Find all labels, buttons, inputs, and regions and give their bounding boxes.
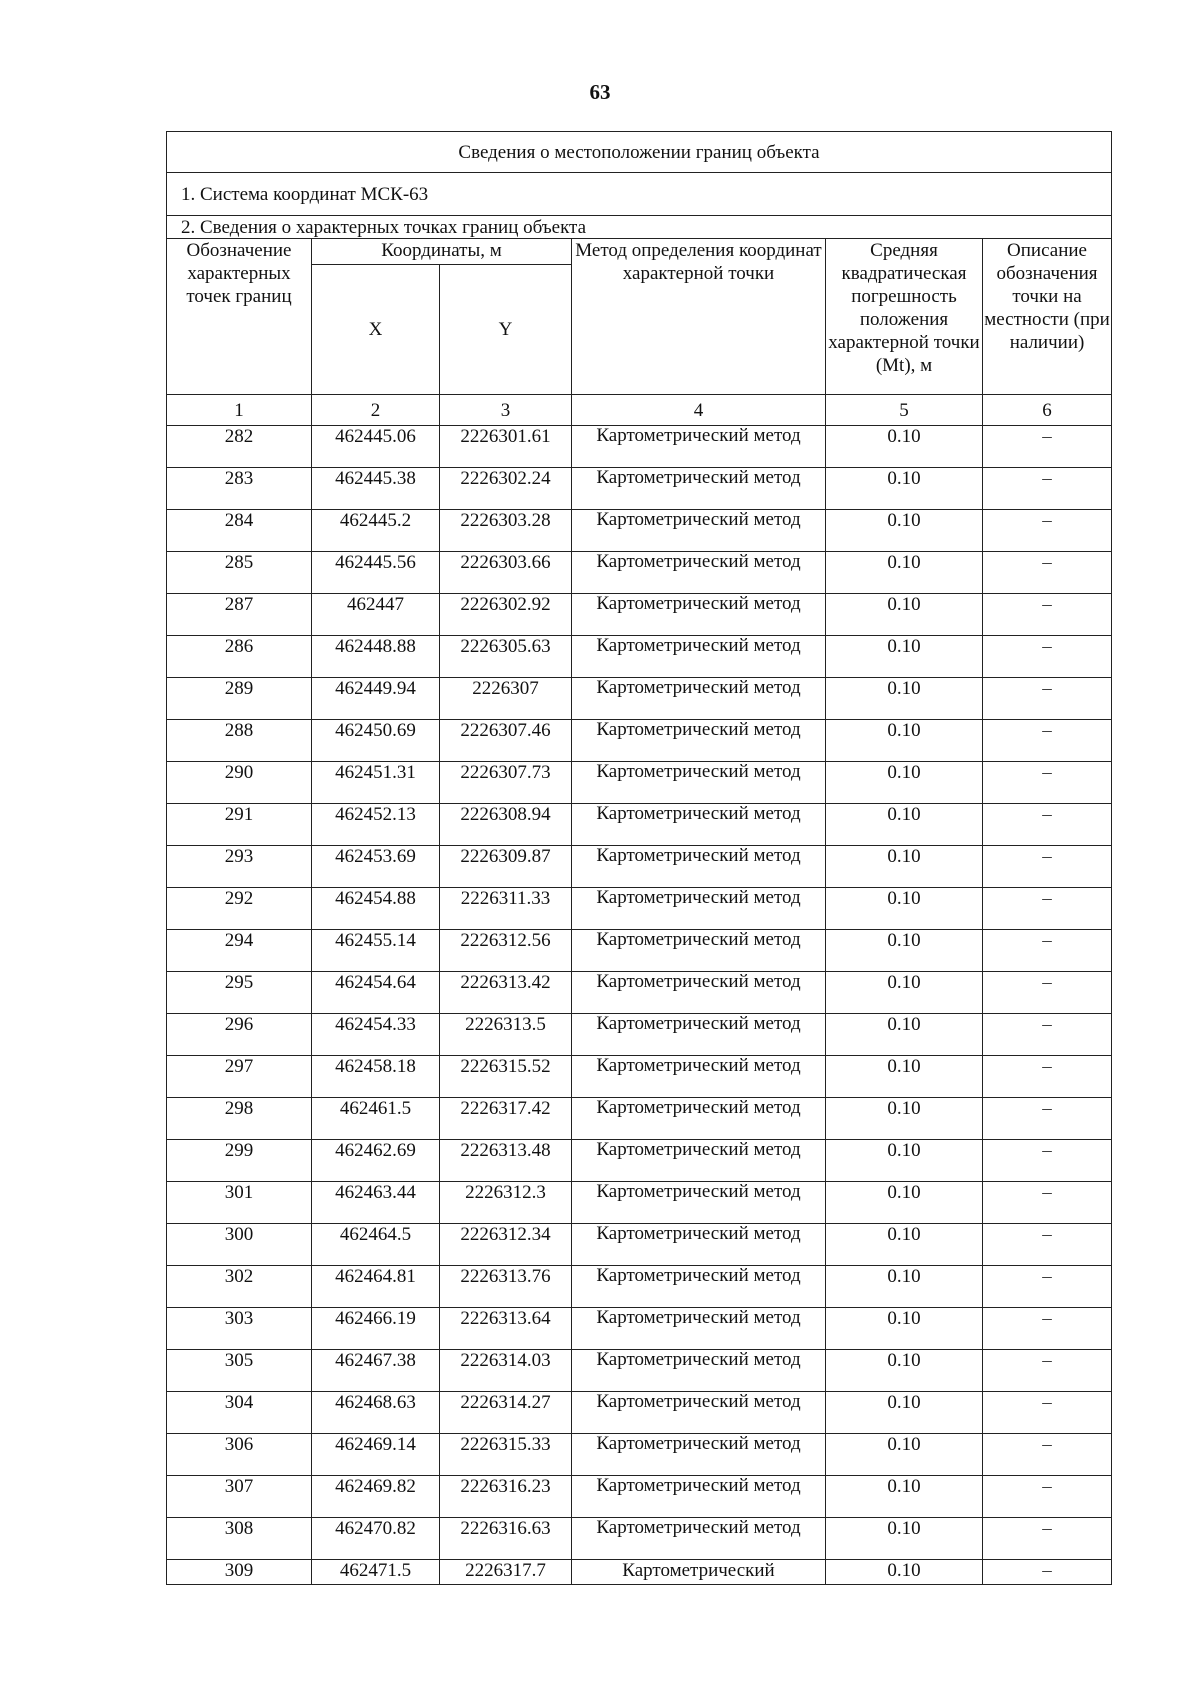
table-title: Сведения о местоположении границ объекта xyxy=(167,132,1112,173)
cell-point: 288 xyxy=(167,720,312,762)
table-row xyxy=(167,1266,1112,1308)
cell-method: Картометрический метод xyxy=(572,510,826,552)
cell-description: – xyxy=(983,1518,1112,1560)
cell-point: 307 xyxy=(167,1476,312,1518)
cell-y: 2226317.42 xyxy=(440,1098,572,1140)
cell-point: 282 xyxy=(167,426,312,468)
cell-accuracy: 0.10 xyxy=(826,1560,983,1585)
cell-x: 462454.64 xyxy=(312,972,440,1014)
table-row xyxy=(167,1182,1112,1224)
cell-y: 2226303.66 xyxy=(440,552,572,594)
cell-accuracy: 0.10 xyxy=(826,678,983,720)
cell-y: 2226309.87 xyxy=(440,846,572,888)
cell-accuracy: 0.10 xyxy=(826,510,983,552)
cell-y: 2226313.48 xyxy=(440,1140,572,1182)
table-row xyxy=(167,1056,1112,1098)
cell-point: 302 xyxy=(167,1266,312,1308)
header-description: Описание обозначения точки на местности (при наличии) xyxy=(983,239,1112,395)
cell-x: 462448.88 xyxy=(312,636,440,678)
cell-method: Картометрический метод xyxy=(572,678,826,720)
cell-y: 2226312.3 xyxy=(440,1182,572,1224)
cell-method: Картометрический метод xyxy=(572,594,826,636)
cell-point: 290 xyxy=(167,762,312,804)
cell-point: 294 xyxy=(167,930,312,972)
table-row xyxy=(167,846,1112,888)
cell-point: 309 xyxy=(167,1560,312,1585)
cell-description: – xyxy=(983,510,1112,552)
cell-description: – xyxy=(983,1434,1112,1476)
cell-accuracy: 0.10 xyxy=(826,1056,983,1098)
table-row xyxy=(167,1308,1112,1350)
cell-description: – xyxy=(983,552,1112,594)
header-point-designation: Обозначение характерных точек границ xyxy=(167,239,312,395)
cell-point: 301 xyxy=(167,1182,312,1224)
cell-method: Картометрический метод xyxy=(572,1098,826,1140)
cell-method: Картометрический метод xyxy=(572,636,826,678)
cell-point: 304 xyxy=(167,1392,312,1434)
table-row xyxy=(167,888,1112,930)
cell-x: 462464.5 xyxy=(312,1224,440,1266)
cell-description: – xyxy=(983,1224,1112,1266)
cell-y: 2226315.52 xyxy=(440,1056,572,1098)
cell-description: – xyxy=(983,1350,1112,1392)
cell-accuracy: 0.10 xyxy=(826,762,983,804)
column-number: 5 xyxy=(826,395,983,426)
cell-y: 2226316.63 xyxy=(440,1518,572,1560)
cell-x: 462454.33 xyxy=(312,1014,440,1056)
cell-description: – xyxy=(983,846,1112,888)
cell-y: 2226305.63 xyxy=(440,636,572,678)
table-row xyxy=(167,1140,1112,1182)
section-title: 2. Сведения о характерных точках границ объекта xyxy=(167,216,1112,239)
cell-method: Картометрический метод xyxy=(572,1518,826,1560)
cell-method: Картометрический метод xyxy=(572,1182,826,1224)
cell-x: 462469.14 xyxy=(312,1434,440,1476)
cell-description: – xyxy=(983,1308,1112,1350)
cell-description: – xyxy=(983,930,1112,972)
cell-y: 2226313.42 xyxy=(440,972,572,1014)
column-number: 1 xyxy=(167,395,312,426)
cell-y: 2226313.64 xyxy=(440,1308,572,1350)
cell-description: – xyxy=(983,1140,1112,1182)
cell-point: 303 xyxy=(167,1308,312,1350)
cell-description: – xyxy=(983,1560,1112,1585)
cell-point: 285 xyxy=(167,552,312,594)
cell-x: 462445.56 xyxy=(312,552,440,594)
cell-method: Картометрический метод xyxy=(572,1266,826,1308)
cell-y: 2226314.27 xyxy=(440,1392,572,1434)
cell-point: 291 xyxy=(167,804,312,846)
header-method: Метод определения координат характерной точки xyxy=(572,239,826,395)
cell-accuracy: 0.10 xyxy=(826,972,983,1014)
cell-y: 2226307 xyxy=(440,678,572,720)
cell-x: 462471.5 xyxy=(312,1560,440,1585)
cell-accuracy: 0.10 xyxy=(826,1476,983,1518)
cell-method: Картометрический метод xyxy=(572,1224,826,1266)
cell-x: 462449.94 xyxy=(312,678,440,720)
cell-point: 286 xyxy=(167,636,312,678)
coord-system-row xyxy=(167,173,1112,216)
header-coordinates: Координаты, м xyxy=(312,239,572,265)
cell-method: Картометрический метод xyxy=(572,720,826,762)
cell-description: – xyxy=(983,678,1112,720)
cell-method: Картометрический метод xyxy=(572,1056,826,1098)
cell-accuracy: 0.10 xyxy=(826,1434,983,1476)
table-row xyxy=(167,678,1112,720)
cell-description: – xyxy=(983,1014,1112,1056)
cell-point: 295 xyxy=(167,972,312,1014)
cell-method: Картометрический метод xyxy=(572,762,826,804)
cell-description: – xyxy=(983,1266,1112,1308)
cell-method: Картометрический метод xyxy=(572,468,826,510)
cell-method: Картометрический метод xyxy=(572,1350,826,1392)
cell-description: – xyxy=(983,888,1112,930)
section-title-row xyxy=(167,216,1112,239)
table-row xyxy=(167,1560,1112,1585)
cell-accuracy: 0.10 xyxy=(826,468,983,510)
cell-method: Картометрический метод xyxy=(572,1392,826,1434)
cell-point: 289 xyxy=(167,678,312,720)
cell-accuracy: 0.10 xyxy=(826,720,983,762)
table-row xyxy=(167,1392,1112,1434)
cell-description: – xyxy=(983,972,1112,1014)
cell-y: 2226303.28 xyxy=(440,510,572,552)
cell-accuracy: 0.10 xyxy=(826,1014,983,1056)
cell-method: Картометрический метод xyxy=(572,1476,826,1518)
cell-description: – xyxy=(983,1056,1112,1098)
cell-description: – xyxy=(983,1476,1112,1518)
cell-point: 297 xyxy=(167,1056,312,1098)
column-number-row xyxy=(167,395,1112,426)
table-row xyxy=(167,804,1112,846)
table-row xyxy=(167,552,1112,594)
cell-method: Картометрический метод xyxy=(572,846,826,888)
table-row xyxy=(167,426,1112,468)
cell-x: 462470.82 xyxy=(312,1518,440,1560)
cell-y: 2226313.76 xyxy=(440,1266,572,1308)
cell-x: 462445.38 xyxy=(312,468,440,510)
header-x: X xyxy=(312,265,440,395)
boundary-points-table xyxy=(166,131,1112,1585)
cell-accuracy: 0.10 xyxy=(826,1518,983,1560)
cell-accuracy: 0.10 xyxy=(826,594,983,636)
table-row xyxy=(167,1434,1112,1476)
cell-y: 2226308.94 xyxy=(440,804,572,846)
cell-accuracy: 0.10 xyxy=(826,552,983,594)
cell-point: 298 xyxy=(167,1098,312,1140)
cell-point: 287 xyxy=(167,594,312,636)
cell-method: Картометрический метод xyxy=(572,1140,826,1182)
table-row xyxy=(167,972,1112,1014)
cell-description: – xyxy=(983,636,1112,678)
cell-description: – xyxy=(983,1098,1112,1140)
cell-x: 462445.2 xyxy=(312,510,440,552)
cell-point: 293 xyxy=(167,846,312,888)
table-row xyxy=(167,762,1112,804)
cell-method: Картометрический метод xyxy=(572,426,826,468)
table-title-row xyxy=(167,132,1112,173)
cell-description: – xyxy=(983,594,1112,636)
cell-y: 2226301.61 xyxy=(440,426,572,468)
column-number: 4 xyxy=(572,395,826,426)
cell-method: Картометрический метод xyxy=(572,972,826,1014)
cell-accuracy: 0.10 xyxy=(826,1392,983,1434)
cell-y: 2226302.92 xyxy=(440,594,572,636)
cell-accuracy: 0.10 xyxy=(826,636,983,678)
cell-point: 308 xyxy=(167,1518,312,1560)
cell-accuracy: 0.10 xyxy=(826,1350,983,1392)
cell-y: 2226314.03 xyxy=(440,1350,572,1392)
table-row xyxy=(167,1350,1112,1392)
cell-y: 2226312.56 xyxy=(440,930,572,972)
page-number: 63 xyxy=(589,80,611,104)
cell-point: 296 xyxy=(167,1014,312,1056)
cell-x: 462454.88 xyxy=(312,888,440,930)
cell-point: 284 xyxy=(167,510,312,552)
cell-description: – xyxy=(983,720,1112,762)
cell-x: 462450.69 xyxy=(312,720,440,762)
cell-accuracy: 0.10 xyxy=(826,888,983,930)
cell-method: Картометрический метод xyxy=(572,552,826,594)
cell-x: 462451.31 xyxy=(312,762,440,804)
cell-method: Картометрический метод xyxy=(572,930,826,972)
cell-point: 305 xyxy=(167,1350,312,1392)
cell-x: 462463.44 xyxy=(312,1182,440,1224)
cell-method: Картометрический метод xyxy=(572,1308,826,1350)
cell-x: 462461.5 xyxy=(312,1098,440,1140)
table-row xyxy=(167,930,1112,972)
cell-method: Картометрический метод xyxy=(572,1434,826,1476)
cell-accuracy: 0.10 xyxy=(826,1098,983,1140)
cell-y: 2226313.5 xyxy=(440,1014,572,1056)
column-number: 6 xyxy=(983,395,1112,426)
cell-x: 462453.69 xyxy=(312,846,440,888)
cell-accuracy: 0.10 xyxy=(826,804,983,846)
header-accuracy: Средняя квадратическая погрешность положения характерной точки (Mt), м xyxy=(826,239,983,395)
cell-accuracy: 0.10 xyxy=(826,1182,983,1224)
cell-accuracy: 0.10 xyxy=(826,846,983,888)
cell-x: 462458.18 xyxy=(312,1056,440,1098)
cell-description: – xyxy=(983,468,1112,510)
table-row xyxy=(167,636,1112,678)
table-row xyxy=(167,720,1112,762)
cell-y: 2226302.24 xyxy=(440,468,572,510)
cell-y: 2226315.33 xyxy=(440,1434,572,1476)
coord-system-label: 1. Система координат МСК-63 xyxy=(167,173,1112,216)
cell-x: 462447 xyxy=(312,594,440,636)
cell-accuracy: 0.10 xyxy=(826,1224,983,1266)
cell-x: 462469.82 xyxy=(312,1476,440,1518)
cell-point: 283 xyxy=(167,468,312,510)
cell-x: 462452.13 xyxy=(312,804,440,846)
cell-method: Картометрический xyxy=(572,1560,826,1585)
cell-method: Картометрический метод xyxy=(572,888,826,930)
cell-accuracy: 0.10 xyxy=(826,930,983,972)
cell-description: – xyxy=(983,804,1112,846)
cell-x: 462468.63 xyxy=(312,1392,440,1434)
cell-point: 300 xyxy=(167,1224,312,1266)
cell-x: 462462.69 xyxy=(312,1140,440,1182)
table-row xyxy=(167,1476,1112,1518)
cell-point: 306 xyxy=(167,1434,312,1476)
cell-description: – xyxy=(983,1182,1112,1224)
table-row xyxy=(167,468,1112,510)
cell-y: 2226311.33 xyxy=(440,888,572,930)
cell-point: 299 xyxy=(167,1140,312,1182)
table-row xyxy=(167,510,1112,552)
cell-y: 2226307.46 xyxy=(440,720,572,762)
header-row xyxy=(167,239,1112,265)
cell-method: Картометрический метод xyxy=(572,1014,826,1056)
cell-accuracy: 0.10 xyxy=(826,426,983,468)
cell-y: 2226307.73 xyxy=(440,762,572,804)
cell-accuracy: 0.10 xyxy=(826,1266,983,1308)
cell-description: – xyxy=(983,1392,1112,1434)
cell-x: 462466.19 xyxy=(312,1308,440,1350)
cell-x: 462467.38 xyxy=(312,1350,440,1392)
table-row xyxy=(167,1224,1112,1266)
table-row xyxy=(167,1518,1112,1560)
cell-x: 462445.06 xyxy=(312,426,440,468)
table-row xyxy=(167,1014,1112,1056)
cell-x: 462464.81 xyxy=(312,1266,440,1308)
column-number: 3 xyxy=(440,395,572,426)
cell-method: Картометрический метод xyxy=(572,804,826,846)
column-number: 2 xyxy=(312,395,440,426)
cell-y: 2226316.23 xyxy=(440,1476,572,1518)
table-row xyxy=(167,1098,1112,1140)
cell-description: – xyxy=(983,762,1112,804)
table-row xyxy=(167,594,1112,636)
cell-description: – xyxy=(983,426,1112,468)
cell-x: 462455.14 xyxy=(312,930,440,972)
cell-accuracy: 0.10 xyxy=(826,1140,983,1182)
cell-y: 2226312.34 xyxy=(440,1224,572,1266)
header-y: Y xyxy=(440,265,572,395)
cell-point: 292 xyxy=(167,888,312,930)
cell-accuracy: 0.10 xyxy=(826,1308,983,1350)
cell-y: 2226317.7 xyxy=(440,1560,572,1585)
